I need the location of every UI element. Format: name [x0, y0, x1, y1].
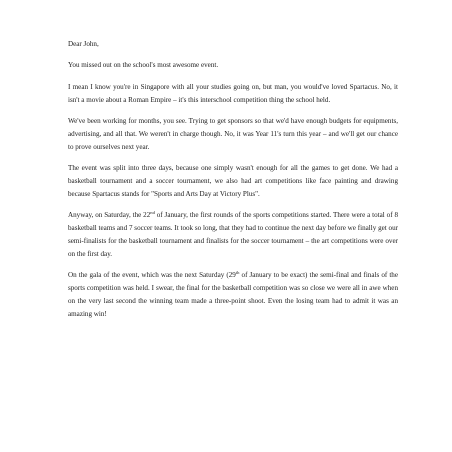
letter-paragraph-1: You missed out on the school's most awesome event. — [68, 61, 219, 70]
letter-paragraph-6 — [68, 269, 398, 321]
letter-paragraph-5 — [68, 209, 398, 261]
letter-paragraph-4: The event was split into three days, because one simply wasn't enough for all the games to get done. We had a basketball tournament and a soccer tournament, we also had art competitions like face painting and drawing because Spartacus stands for "Sports and Arts Day at Victory Plus". — [68, 163, 398, 198]
paragraph-5-start: Anyway, on Saturday, the 22 — [68, 211, 151, 220]
letter-paragraph-2: I mean I know you're in Singapore with all your studies going on, but man, you would've loved Spartacus. No, it isn't a movie about a Roman Empire – it's this interschool competition thing the school held. — [68, 82, 398, 104]
paragraph-6-start: On the gala of the event, which was the next Saturday (29 — [68, 271, 236, 280]
paragraph-5-rest: of January, the first rounds of the sports competitions started. There were a total of 8 basketball teams and 7 soccer teams. It took so long, that they had to continue the next day before we finally get our semi-finalists for the basketball tournament and finalists for the soccer tournament – the art competitions were over on the first day. — [68, 211, 398, 258]
paragraph-5-ordinal-suffix: nd — [150, 210, 155, 216]
paragraph-6-rest: of January to be exact) the semi-final and finals of the sports competition was held. I swear, the final for the basketball competition was so close we were all in awe when on the very last second the winning team made a three-point shoot. Even the losing team had to admit it was an amazing win! — [68, 271, 398, 318]
letter-paragraph-3: We've been working for months, you see. Trying to get sponsors so that we'd have enough budgets for equipments, advertising, and all that. We weren't in charge though. No, it was Year 11's turn this year – and we'll get our chance to prove ourselves next year. — [68, 116, 398, 151]
letter-salutation: Dear John, — [68, 40, 99, 48]
letter-page — [68, 38, 398, 329]
paragraph-6-ordinal-suffix: th — [235, 270, 240, 276]
